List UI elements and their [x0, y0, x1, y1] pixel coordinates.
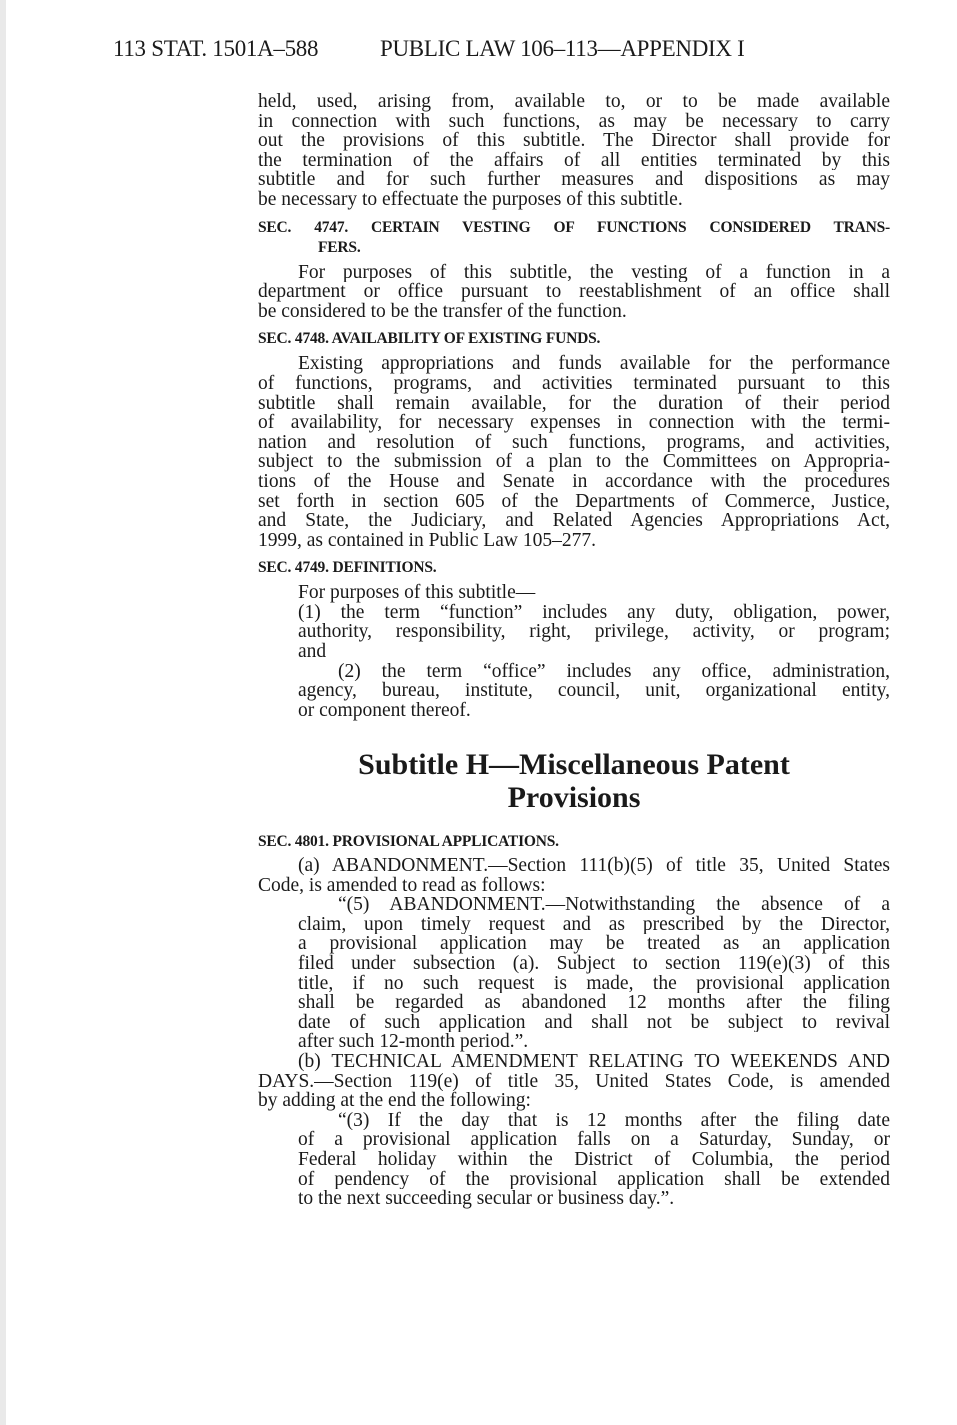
text-line: SEC. 4749. DEFINITIONS. — [258, 559, 437, 577]
text-line: (b) TECHNICAL AMENDMENT RELATING TO WEEKENDS AND — [298, 1051, 890, 1072]
subtitle-line-2: Provisions — [507, 781, 641, 814]
text-line: authority, responsibility, right, privilege, activity, or program; — [298, 622, 890, 643]
text-line: subtitle and for such further measures and dispositions as may — [258, 170, 890, 190]
text-line: 1999, as contained in Public Law 105–277. — [258, 529, 596, 551]
text-line: department or office pursuant to reestablishment of an office shall — [258, 282, 890, 302]
body-part-2 — [258, 832, 890, 1209]
text-line: in connection with such functions, as may be necessary to carry — [258, 111, 890, 132]
text-line: held, used, arising from, available to, or to be made available — [258, 92, 890, 112]
text-line: subject to the submission of a plan to the Committees on Appropria- — [258, 452, 890, 472]
subtitle-heading — [258, 748, 890, 814]
text-line: (2) the term “office” includes any office, administration, — [338, 661, 890, 682]
text-line: agency, bureau, institute, council, unit, organizational entity, — [298, 681, 890, 701]
text-line: be considered to be the transfer of the function. — [258, 300, 627, 322]
text-line: or component thereof. — [298, 699, 471, 721]
subtitle-line-1: Subtitle H—Miscellaneous Patent — [358, 748, 790, 781]
text-line: “(3) If the day that is 12 months after the filing date — [338, 1110, 890, 1131]
scan-edge — [0, 0, 6, 1425]
text-line: SEC. 4801. PROVISIONAL APPLICATIONS. — [258, 833, 559, 850]
text-line: of availability, for necessary expenses in connection with the termi- — [258, 413, 890, 433]
text-line: the termination of the affairs of all entities terminated by this — [258, 150, 890, 171]
text-line: tions of the House and Senate in accordance with the procedures — [258, 471, 890, 492]
text-line: after such 12-month period.”. — [298, 1031, 529, 1053]
text-line: (1) the term “function” includes any duty, obligation, power, — [298, 602, 890, 623]
text-line: shall be regarded as abandoned 12 months after the filing — [298, 993, 890, 1013]
text-line: filed under subsection (a). Subject to section 119(e)(3) of this — [298, 953, 890, 974]
text-line: nation and resolution of such functions, programs, and activities, — [258, 432, 890, 453]
text-line: SEC. 4748. AVAILABILITY OF EXISTING FUNDS. — [258, 330, 601, 348]
paragraph — [258, 856, 890, 1209]
text-line: of a provisional application falls on a Saturday, Sunday, or — [298, 1130, 890, 1150]
text-line: a provisional application may be treated as an application — [298, 934, 890, 954]
text-line: DAYS.—Section 119(e) of title 35, United States Code, is amended — [258, 1071, 890, 1092]
body-part-1 — [258, 92, 890, 720]
text-line: of pendency of the provisional application shall be extended — [298, 1169, 890, 1190]
text-line: set forth in section 605 of the Departments of Commerce, Justice, — [258, 491, 890, 512]
text-line: out the provisions of this subtitle. The Director shall provide for — [258, 131, 890, 151]
text-line: Federal holiday within the District of Columbia, the period — [298, 1149, 890, 1170]
text-line: date of such application and shall not be subject to revival — [298, 1012, 890, 1033]
section-heading — [258, 329, 890, 349]
section-heading — [258, 832, 890, 852]
section-heading — [258, 558, 890, 578]
paragraph — [258, 354, 890, 550]
text-line: (a) ABANDONMENT.—Section 111(b)(5) of title 35, United States — [298, 856, 890, 876]
text-line: by adding at the end the following: — [258, 1090, 531, 1112]
text-line: to the next succeeding secular or business day.”. — [298, 1188, 675, 1210]
section-heading — [258, 218, 890, 258]
text-line: SEC. 4747. CERTAIN VESTING OF FUNCTIONS CONSIDERED TRANS- — [258, 218, 890, 236]
text-line: and — [298, 641, 327, 663]
text-line: of functions, programs, and activities terminated pursuant to this — [258, 373, 890, 394]
header-title: PUBLIC LAW 106–113—APPENDIX I — [380, 36, 745, 61]
text-line: “(5) ABANDONMENT.—Notwithstanding the absence of a — [338, 895, 890, 915]
text-line: be necessary to effectuate the purposes of this subtitle. — [258, 188, 683, 210]
text-line: For purposes of this subtitle— — [298, 582, 536, 604]
text-line: claim, upon timely request and as prescribed by the Director, — [298, 914, 890, 935]
paragraph — [258, 92, 890, 210]
text-line: title, if no such request is made, the provisional application — [298, 973, 890, 994]
paragraph — [258, 583, 890, 720]
paragraph — [258, 263, 890, 322]
text-line: Code, is amended to read as follows: — [258, 874, 546, 896]
text-line: For purposes of this subtitle, the vesting of a function in a — [298, 262, 890, 283]
header-stat-citation: 113 STAT. 1501A–588 — [113, 36, 319, 61]
text-line: FERS. — [318, 238, 361, 256]
text-line: and State, the Judiciary, and Related Agencies Appropriations Act, — [258, 511, 890, 531]
text-line: Existing appropriations and funds available for the performance — [298, 354, 890, 374]
text-line: subtitle shall remain available, for the duration of their period — [258, 393, 890, 414]
